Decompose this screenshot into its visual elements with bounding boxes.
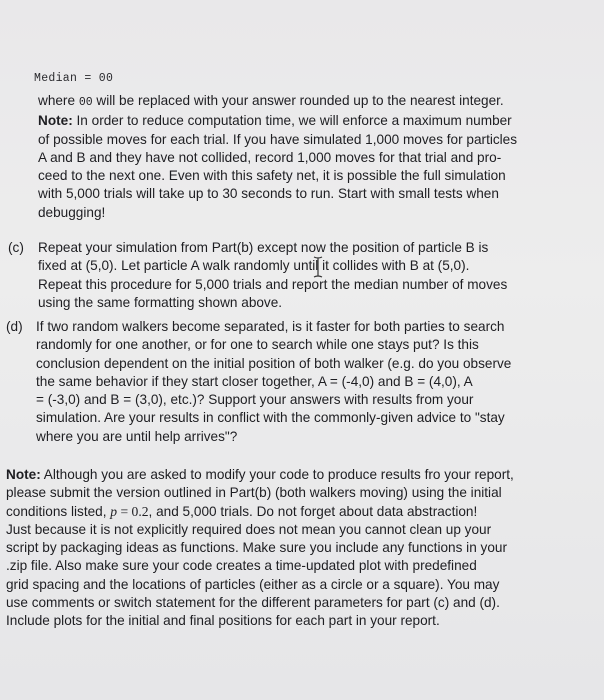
part-c-body (38, 239, 586, 312)
note-line: Just because it is not explicitly required does not mean you cannot clean up your (6, 521, 492, 537)
note-line: Include plots for the initial and final positions for each part in your report. (6, 613, 440, 629)
part-d-line: conclusion dependent on the initial position of both walker (e.g. do you observe (36, 355, 512, 371)
part-d-line: where you are until help arrives"? (36, 428, 238, 444)
intro-line: ceed to the next one. Even with this safety net, it is possible the full simulation (38, 168, 506, 184)
part-c-label: (c) (8, 240, 24, 255)
intro-line: A and B and they have not collided, record 1,000 moves for that trial and pro- (38, 149, 502, 165)
part-d-line: randomly for one another, or for one to search while one stays put? Is this (36, 337, 479, 353)
part-d-body (36, 318, 584, 446)
note-line: script by packaging ideas as functions. Make sure you include any functions in your (6, 540, 507, 556)
note-line: conditions listed, p = 0.2, and 5,000 trials. Do not forget about data abstraction! (6, 503, 478, 519)
part-d-line: simulation. Are your results in conflict with the commonly-given advice to "stay (36, 410, 505, 426)
note-line: Note: Although you are asked to modify your code to produce results fro your report, (6, 467, 514, 482)
text-cursor-icon (313, 256, 323, 278)
part-d-line: the same behavior if they start closer together, A = (-4,0) and B = (4,0), A (36, 373, 473, 389)
intro-paragraph (38, 92, 586, 222)
part-d-label: (d) (6, 319, 23, 334)
note-line: please submit the version outlined in Part(b) (both walkers moving) using the initial (6, 485, 502, 501)
intro-line: of possible moves for each trial. If you have simulated 1,000 moves for particles (38, 131, 518, 147)
note-paragraph (6, 466, 586, 631)
intro-line: where 00 will be replaced with your answer rounded up to the nearest integer. (38, 93, 504, 109)
note-label: Note: (38, 113, 73, 129)
part-c-line: fixed at (5,0). Let particle A walk randomly until it collides with B at (5,0). (38, 258, 470, 274)
part-d-line: = (-3,0) and B = (3,0), etc.)? Support your answers with results from your (36, 392, 474, 408)
intro-line: debugging! (38, 204, 106, 220)
median-code-line: Median = 00 (34, 72, 114, 85)
intro-line: Note: In order to reduce computation time, we will enforce a maximum number (38, 113, 512, 129)
part-c-line: using the same formatting shown above. (38, 294, 283, 310)
note-line: use comments or switch statement for the different parameters for part (c) and (d). (6, 595, 500, 611)
intro-line: with 5,000 trials will take up to 30 seconds to run. Start with small tests when (38, 186, 499, 202)
part-d-line: If two random walkers become separated, is it faster for both parties to search (36, 319, 505, 334)
note-line: grid spacing and the locations of particles (either as a circle or a square). You may (6, 576, 500, 592)
part-c-line: Repeat this procedure for 5,000 trials and report the median number of moves (38, 276, 508, 292)
part-c-line: Repeat your simulation from Part(b) except now the position of particle B is (38, 240, 489, 255)
note-label: Note: (6, 467, 41, 482)
note-line: .zip file. Also make sure your code creates a time-updated plot with predefined (6, 558, 477, 574)
